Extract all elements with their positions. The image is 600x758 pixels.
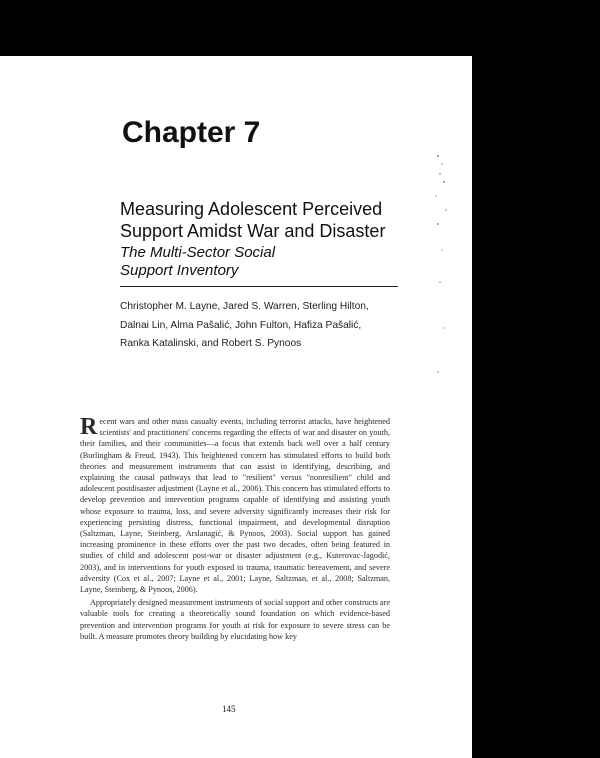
author-line: Christopher M. Layne, Jared S. Warren, Sterling Hilton, <box>120 301 369 312</box>
chapter-title-line: Support Amidst War and Disaster <box>120 221 386 241</box>
chapter-subtitle-line: Support Inventory <box>120 262 239 279</box>
chapter-title-line: Measuring Adolescent Perceived <box>120 199 383 219</box>
paragraph: Appropriately designed measurement instruments of social support and other constructs are valuable tools for creating a theoretically sound foundation on which evidence-based prevention and intervention programs for youth at risk for exposure to severe stress can be built. A measure promotes theory building by elucidating how key <box>80 598 390 641</box>
paragraph <box>80 416 390 595</box>
author-line: Ranka Katalinski, and Robert S. Pynoos <box>120 338 302 350</box>
author-line: Dalnai Lin, Alma Pašalić, John Fulton, Hafiza Pašalić, <box>120 319 362 331</box>
paragraph-text: ecent wars and other mass casualty events, including terrorist attacks, have heightened scientists' and practitioners' concerns regarding the effects of war and disaster on youth, their families, and their communities—a focus that extends back well over a half century (Burlingham & Freud, 1943). This heightened concern has stimulated efforts to build both theories and measurement instruments that can assist in identifying, describing, and explaining the causal pathways that lead to "resilient" versus "nonresilient" child and adolescent postdisaster adjustment (Layne et al., 2006). This concern has stimulated efforts to develop prevention and intervention programs capable of identifying and assisting youth whose exposure to trauma, loss, and severe adversity significantly increases their risk for experiencing persisting distress, functional impairment, and developmental disruption (Saltzman, Layne, Steinberg, Arslanagić, & Pynoos, 2003). Social support has gained increasing prominence in these efforts over the past two decades, often being featured in studies of child and adolescent post-war or disaster adjustment (e.g., Kuterovac-Jagodić, 2003), and in interventions for youth exposed to trauma, traumatic bereavement, and severe adversity (Cox et al., 2007; Layne et al., 2001; Layne, Saltzman, et al., 2008; Saltzman, Layne, Steinberg, & Pynoos, 2006). <box>80 417 390 595</box>
chapter-subtitle-line: The Multi-Sector Social <box>120 244 276 261</box>
author-list <box>120 298 460 354</box>
book-page <box>0 56 472 758</box>
chapter-title <box>120 198 460 242</box>
drop-cap: R <box>80 414 98 440</box>
scan-noise-icon <box>432 152 460 392</box>
page-number: 145 <box>222 704 236 714</box>
title-divider <box>120 286 398 287</box>
chapter-subtitle <box>120 244 275 280</box>
body-text <box>80 416 390 642</box>
chapter-number: Chapter 7 <box>122 116 261 149</box>
scan-border-right <box>472 0 600 758</box>
